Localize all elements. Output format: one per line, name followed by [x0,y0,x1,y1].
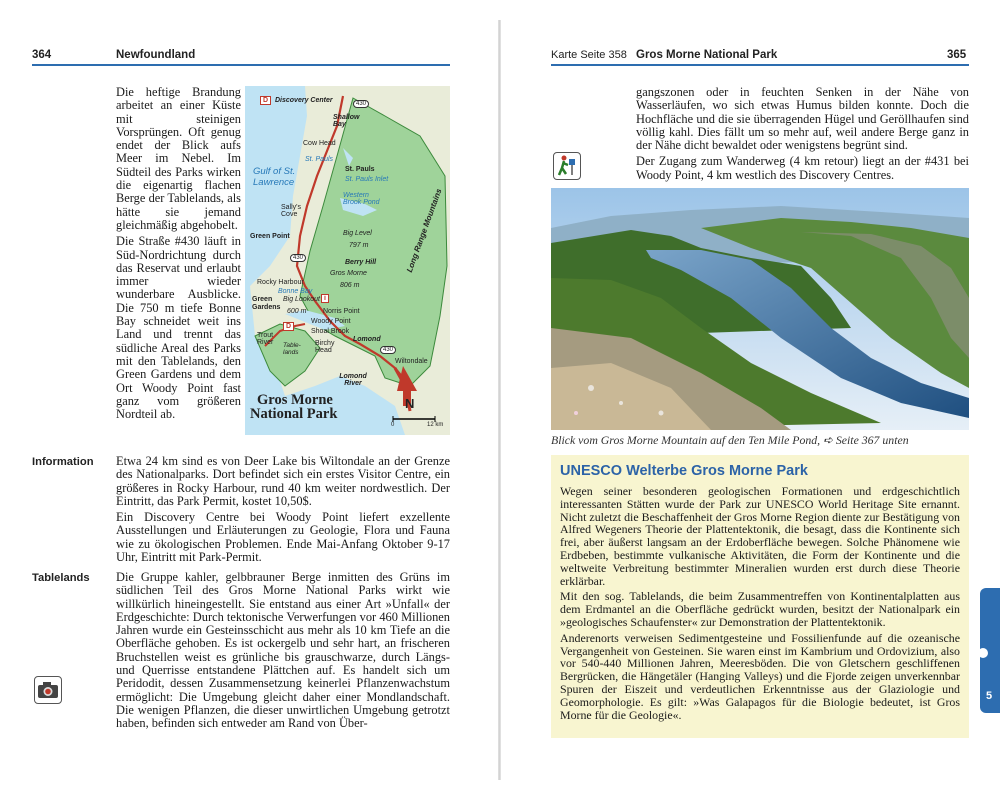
info-paragraph-2: Ein Discovery Centre bei Woody Point liefert exzellente Ausstellungen und Erläuterungen zu Geologie, Flora und Fauna wie zu ökologischen Problemen. Ende Mai-Anfang Oktober 9-17 Uhr, Eintritt mit Park-Permit. [116,510,450,565]
right-page-number: 365 [947,49,967,61]
park-map [245,86,450,435]
map-park-name-1: Gros Morne [257,392,333,408]
map-label-discovery: Discovery Center [275,97,333,104]
scale-start: 0 [391,422,395,428]
map-label-lomond-river: Lomond River [339,373,367,387]
intro-text [116,86,241,424]
map-label-green-point: Green Point [250,233,290,240]
chapter-number: 5 [986,690,993,702]
unesco-title: UNESCO Welterbe Gros Morne Park [560,463,808,479]
landscape-photo [551,188,969,430]
map-label-big-lookout: Big Lookout [283,296,320,303]
tab-hole-icon [978,648,988,658]
road-430-icon-2: 430 [290,254,306,262]
right-running-title: Gros Morne National Park [636,49,778,61]
map-label-norris-point: Norris Point [323,308,360,315]
right-paragraph-2: Der Zugang zum Wanderweg (4 km retour) liegt an der #431 bei Woody Point, 4 km westlich des Discovery Centres. [636,154,969,182]
map-label-berry-hill: Berry Hill [345,259,377,266]
left-running-title: Newfoundland [116,49,196,61]
map-label-rocky-harbour: Rocky Harbour [257,279,304,286]
map-label-elev-797: 797 m [349,242,369,249]
intro-paragraph-2: Die Straße #430 läuft in Süd-Nordrichtung durch das Reservat und erlaubt immer wieder wunderbare Ausblicke. Die 750 m tiefe Bonne Bay schneidet weit ins Land und trennt das südliche Areal des Parks mit den Tablelands, den Green Gardens und dem Ort Woody Point fast ganz vom größeren Nordteil ab. [116,234,241,422]
right-text [636,86,969,185]
map-label-big-level: Big Level [343,230,372,237]
map-label-sallys-cove: Sally's Cove [281,204,302,218]
discovery-icon: D [260,96,271,105]
info-paragraph-1: Etwa 24 km sind es von Deer Lake bis Wiltondale an der Grenze des Nationalparks. Dort befindet sich ein erstes Visitor Centre, ein größeres in Rocky Harbour, rund 40 km weiter nordwestlich. Der Eintritt, das Park Permit, kostet 10,50$. [116,454,450,508]
road-430-icon: 430 [353,100,369,108]
info-icon: i [321,294,329,303]
map-label-trout-river: Trout River [257,332,274,346]
tablelands-paragraph: Die Gruppe kahler, gelbbrauner Berge inmitten des Grüns im südlichen Teil des Gros Morne National Parks wirkt wie willkürlich hineingestellt. Sie entstand aus einer Art »Unfall« der Erdgeschichte: Durch tektonische Verwerfungen vor 460 Millionen Jahren wurde ein Gesteinsschicht aus mehr als 10 km Tiefe an die Oberfläche gehoben. Es ist ockergelb und sehr hart, an frischeren Bruchstellen weist es grünliche bis grauschwarze, durch Längs- und Querrisse entstandene Plättchen auf. Es handelt sich um Peridodit, dessen Zusammensetzung keinerlei Pflanzenwachstum ermöglicht: Die Umgebung gleicht daher einer Mondlandschaft. Die wenigen Pflanzen, die dieser unwirtlichen Umgebung getrotzt haben, befinden sich entweder am Rand von Über- [116,570,450,731]
map-label-lomond: Lomond [353,336,381,343]
map-label-st-pauls: St. Pauls [345,166,375,173]
map-label-shallow-bay: Shallow Bay [333,114,360,128]
unesco-paragraph-2: Mit den sog. Tablelands, die beim Zusammentreffen von Kontinentalplatten aus dem Erdmantel an die Oberfläche gedrückt wurden, besitzt der Nationalpark ein »geologisches Schaufenster« zur Demonstration der Plattentektonik. [560,589,960,629]
hiker-icon [553,152,581,180]
chapter-tab[interactable] [980,588,1000,713]
map-label-shoal-brook: Shoal Brook [311,328,350,335]
map-label-western-brook: Western Brook Pond [343,192,380,206]
road-430-icon-3: 430 [380,346,396,354]
intro-paragraph-1: Die heftige Brandung arbeitet an einer Küste mit steinigen Vorsprüngen. Oft genug endet der Blick aufs Meer im Nebel. Im Südteil des Parks wirken die eigenartig flachen Berge der Tablelands, als hätte sie jemand gleichmäßig abgehobelt. [116,85,241,232]
right-paragraph-1: gangszonen oder in feuchten Senken in der Nähe von Wasserläufen, wo sich etwas Humus bilden konnte. Doch die Hochfläche und die sie überragenden Hügel und Geröllhaufen sind völlig kahl. Dies fällt um so mehr auf, weil andere Berge ganz in der Nähe dicht bewaldet oder wenigstens begrünt sind. [636,85,969,153]
map-label-birchy-head: Birchy Head [315,340,335,354]
map-label-elev-600: 600 m [287,308,307,315]
photo-caption: Blick vom Gros Morne Mountain auf den Ten Mile Pond, ➪ Seite 367 unten [551,433,909,447]
left-header-rule [32,64,450,66]
unesco-box [551,455,969,738]
discovery-icon-2: D [283,322,294,331]
info-label: Information [32,456,94,468]
tablelands-label: Tablelands [32,572,90,584]
tablelands-text [116,571,450,734]
map-label-woody-point: Woody Point [311,318,351,325]
info-text [116,455,450,567]
map-label-st-pauls-water: St. Pauls [305,156,334,163]
left-page-number: 364 [32,49,52,61]
map-label-tablelands: Table-lands [283,342,301,356]
map-label-gulf: Gulf of St. Lawrence [253,166,296,188]
map-label-bonne-bay: Bonne Bay [278,288,313,295]
map-label-wiltondale: Wiltondale [395,358,428,365]
right-header-rule [551,64,969,66]
map-label-gros-morne: Gros Morne [330,270,367,277]
map-label-elev-806: 806 m [340,282,360,289]
north-arrow-icon: N [405,396,415,411]
map-park-name-2: National Park [250,406,338,422]
map-reference: Karte Seite 358 [551,49,627,61]
unesco-paragraph-1: Wegen seiner besonderen geologischen Formationen und erdgeschichtlich interessanten Stätten wurde der Park zur UNESCO World Heritage Site ernannt. Nicht zuletzt die Beschaffenheit der Gros Morne Region diente zur Bestätigung von Alfred Wegeners Theorie der Plattentektonik, die besagt, dass die Kontinente sich frei, aber äußerst langsam an der Erdoberfläche bewegen. Solche Phänomene wie Erdbeben, bestimmte vulkanische Aktivitäten, die Form der Kontinente und die weltweite Verbreitung bestimmter Mineralien wurden erst durch diese Theorie erklärbar. [560,484,960,588]
map-label-st-pauls-inlet: St. Pauls Inlet [345,176,389,183]
unesco-body [560,485,960,724]
unesco-paragraph-3: Anderenorts verweisen Sedimentgesteine und Fossilienfunde auf die ozeanische Vergangenheit von Gesteinen. Sie waren einst im Kambrium und Ordovizium, also vor 540-440 Millionen Jahren, Meeresböden. Die von Gletschern geschliffenen Bergrücken, die Hängetäler (Hanging Valleys) und die Fjorde zeigen unverkennbar Spuren der Eiszeit und verdeutlichen Erkenntnisse aus der Glaziologie und Geomorphologie. Es gilt: »Was Galapagos für die Biologie bedeutet, ist Gros Morne für die Geologie«. [560,630,960,722]
camera-icon [34,676,62,704]
scale-end: 12 km [427,422,444,428]
book-spine [498,20,501,780]
map-label-long-range: Long Range Mountains [404,187,444,274]
map-label-cow-head: Cow Head [303,140,336,147]
map-label-green-gardens: Green Gardens [252,296,281,311]
